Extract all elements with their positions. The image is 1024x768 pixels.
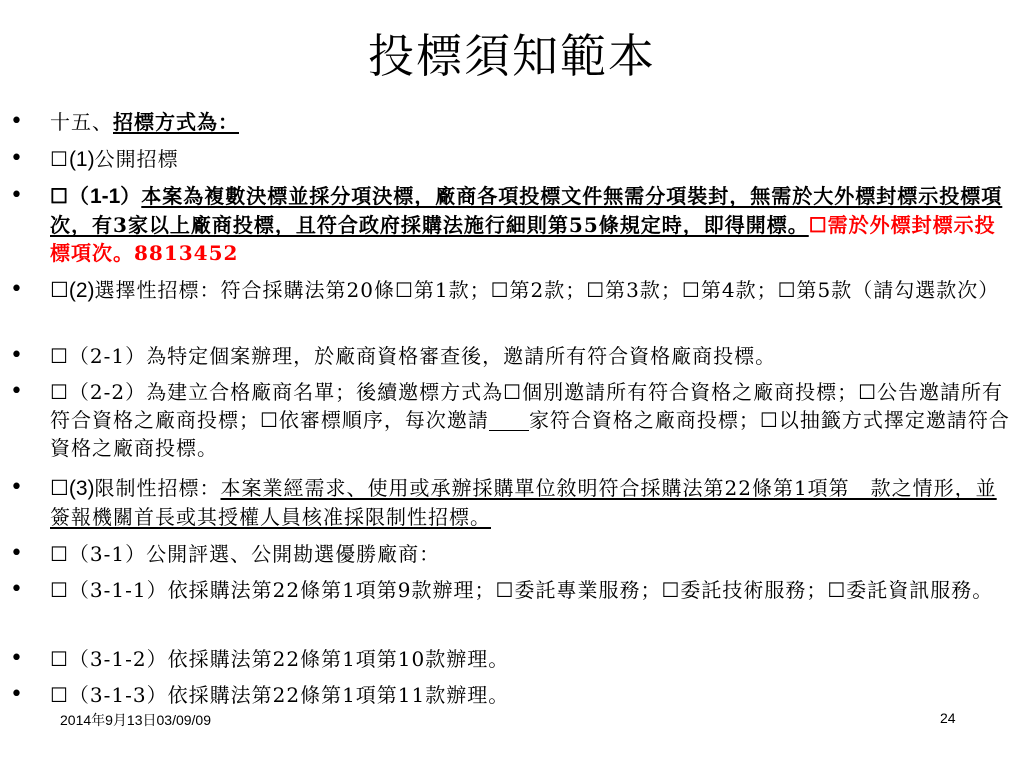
bullet-dot-icon: •: [10, 146, 24, 171]
bullet-dot-icon: •: [10, 277, 24, 302]
item-text: ☐（3-1）公開評選、公開勘選優勝廠商：: [50, 542, 441, 566]
item-text: 選擇性招標：符合採購法第20條☐第1款；☐第2款；☐第3款；☐第4款；☐第5款（請勾選款次）: [94, 278, 1000, 302]
footer-date: 2014年9月13日03/09/09: [60, 712, 211, 728]
bullet-dot-icon: •: [10, 541, 24, 566]
item-text-red: ☐需於外標封標示投標項次。8813452: [50, 213, 996, 265]
bullet-dot-icon: •: [10, 109, 24, 134]
item-text: ☐（2-2）為建立合格廠商名單；後續邀標方式為☐個別邀請所有符合資格之廠商投標；☐公告邀請所有符合資格之廠商投標；☐依審標順序，每次邀請: [50, 380, 1003, 432]
list-item: [10, 474, 1010, 531]
list-item: [10, 108, 1010, 136]
bullet-dot-icon: •: [10, 646, 24, 671]
checkbox-icon: ☐（: [50, 184, 90, 208]
item-text: ☐（3-1-3）依採購法第22條第1項第11款辦理。: [50, 683, 510, 707]
item-text: 家符合資格之廠商投標；☐以抽籤方式擇定邀請符合資格之廠商投標。: [50, 408, 1010, 460]
item-text: ☐（3-1-2）依採購法第22條第1項第10款辦理。: [50, 647, 510, 671]
page-number: 24: [940, 710, 956, 726]
item-text: ）: [120, 184, 142, 208]
list-item: [10, 645, 1010, 673]
list-item: [10, 576, 1010, 604]
item-text: ☐（3-1-1）依採購法第22條第1項第9款辦理；☐委託專業服務；☐委託技術服務；☐委託資訊服務。: [50, 578, 994, 602]
item-text: 公開招標: [94, 147, 179, 171]
bullet-dot-icon: •: [10, 343, 24, 368]
list-item: [10, 540, 1010, 568]
blank-line: [489, 410, 529, 431]
item-text: 限制性招標：: [94, 476, 221, 500]
list-item: [10, 681, 1010, 709]
list-item: [10, 145, 1010, 174]
bullet-dot-icon: •: [10, 577, 24, 602]
list-item: [10, 342, 1010, 370]
bullet-dot-icon: •: [10, 183, 24, 208]
list-item: [10, 276, 1010, 305]
item-text-underlined: 招標方式為：: [113, 110, 239, 134]
list-item: [10, 378, 1010, 462]
checkbox-icon: ☐: [50, 147, 69, 171]
item-number: (1): [68, 148, 95, 171]
bullet-dot-icon: •: [10, 475, 24, 500]
item-number: ☐(3): [50, 477, 95, 500]
slide-title: 投標須知範本: [368, 29, 656, 83]
item-text-underlined: 本案為複數決標並採分項決標，廠商各項投標文件無需分項裝封，無需於大外標封標示投標項次，有3家以上廠商投標，且符合政府採購法施行細則第55條規定時，即得開標。: [50, 184, 1003, 237]
list-item: [10, 182, 1010, 267]
item-text: 十五、: [50, 110, 113, 134]
bullet-dot-icon: •: [10, 682, 24, 707]
item-text-underlined: 本案業經需求、使用或承辦採購單位敘明符合採購法第22條第1項第 款之情形，並簽報機關首長或其授權人員核准採限制性招標。: [50, 476, 997, 529]
item-number: ☐(2): [50, 279, 95, 302]
item-number: 1-1: [89, 185, 121, 208]
item-text: ☐（2-1）為特定個案辦理，於廠商資格審查後，邀請所有符合資格廠商投標。: [50, 344, 777, 368]
bullet-dot-icon: •: [10, 379, 24, 404]
